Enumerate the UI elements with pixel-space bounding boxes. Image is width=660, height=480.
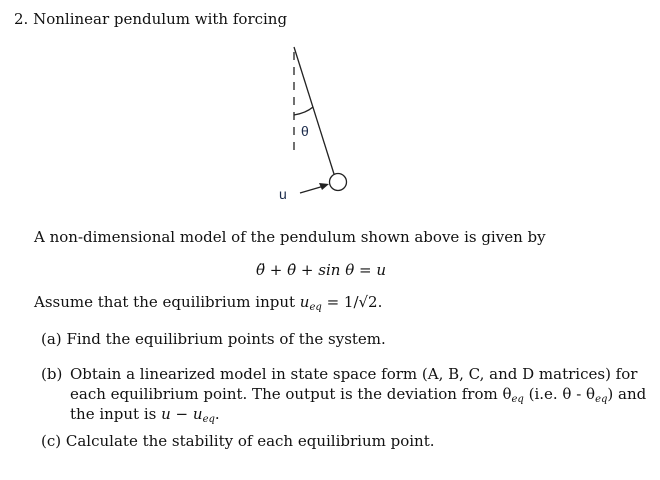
part-a-label: (a)	[41, 330, 62, 348]
sub: eq	[595, 394, 608, 405]
pendulum-bob	[330, 174, 347, 191]
force-arrow	[300, 186, 324, 193]
angle-arc	[294, 107, 313, 115]
equation-equals: =	[354, 261, 377, 279]
text: (i.e. θ - θ	[523, 385, 596, 403]
arrow-head-icon	[319, 183, 329, 190]
text: .	[214, 405, 220, 423]
angle-label: θ	[301, 123, 309, 139]
sub: eq	[511, 394, 524, 405]
part-b-line3	[70, 405, 220, 429]
part-a-text: Find the equilibrium points of the system.	[66, 330, 386, 348]
input-label: u	[279, 186, 287, 202]
text: each equilibrium point. The output is the deviation from θ	[70, 385, 512, 403]
part-b-line1: Obtain a linearized model in state space form (A, B, C, and D matrices) for	[70, 365, 638, 383]
part-c-text: Calculate the stability of each equilibrium point.	[65, 432, 435, 450]
text: the input is	[70, 405, 162, 423]
pendulum-rod	[294, 47, 334, 174]
assumption-text: Assume that the equilibrium input	[34, 293, 300, 311]
part-c-label: (c)	[41, 432, 62, 450]
assumption	[34, 293, 382, 317]
part-b-label: (b)	[41, 365, 63, 383]
equation	[256, 261, 386, 279]
part-c	[41, 432, 435, 450]
sub: eq	[202, 414, 215, 425]
math: u − u	[161, 405, 203, 423]
assumption-var: u	[299, 293, 310, 311]
intro-text: A non-dimensional model of the pendulum shown above is given by	[34, 228, 546, 246]
part-a	[41, 330, 386, 348]
problem-title: 2. Nonlinear pendulum with forcing	[14, 10, 288, 28]
assumption-sub: eq	[309, 302, 322, 313]
assumption-value: = 1/√2.	[321, 293, 383, 311]
text: ) and	[607, 385, 647, 403]
equation-lhs: θ̈ + θ̇ + sin θ	[256, 261, 355, 279]
equation-rhs: u	[376, 261, 387, 279]
